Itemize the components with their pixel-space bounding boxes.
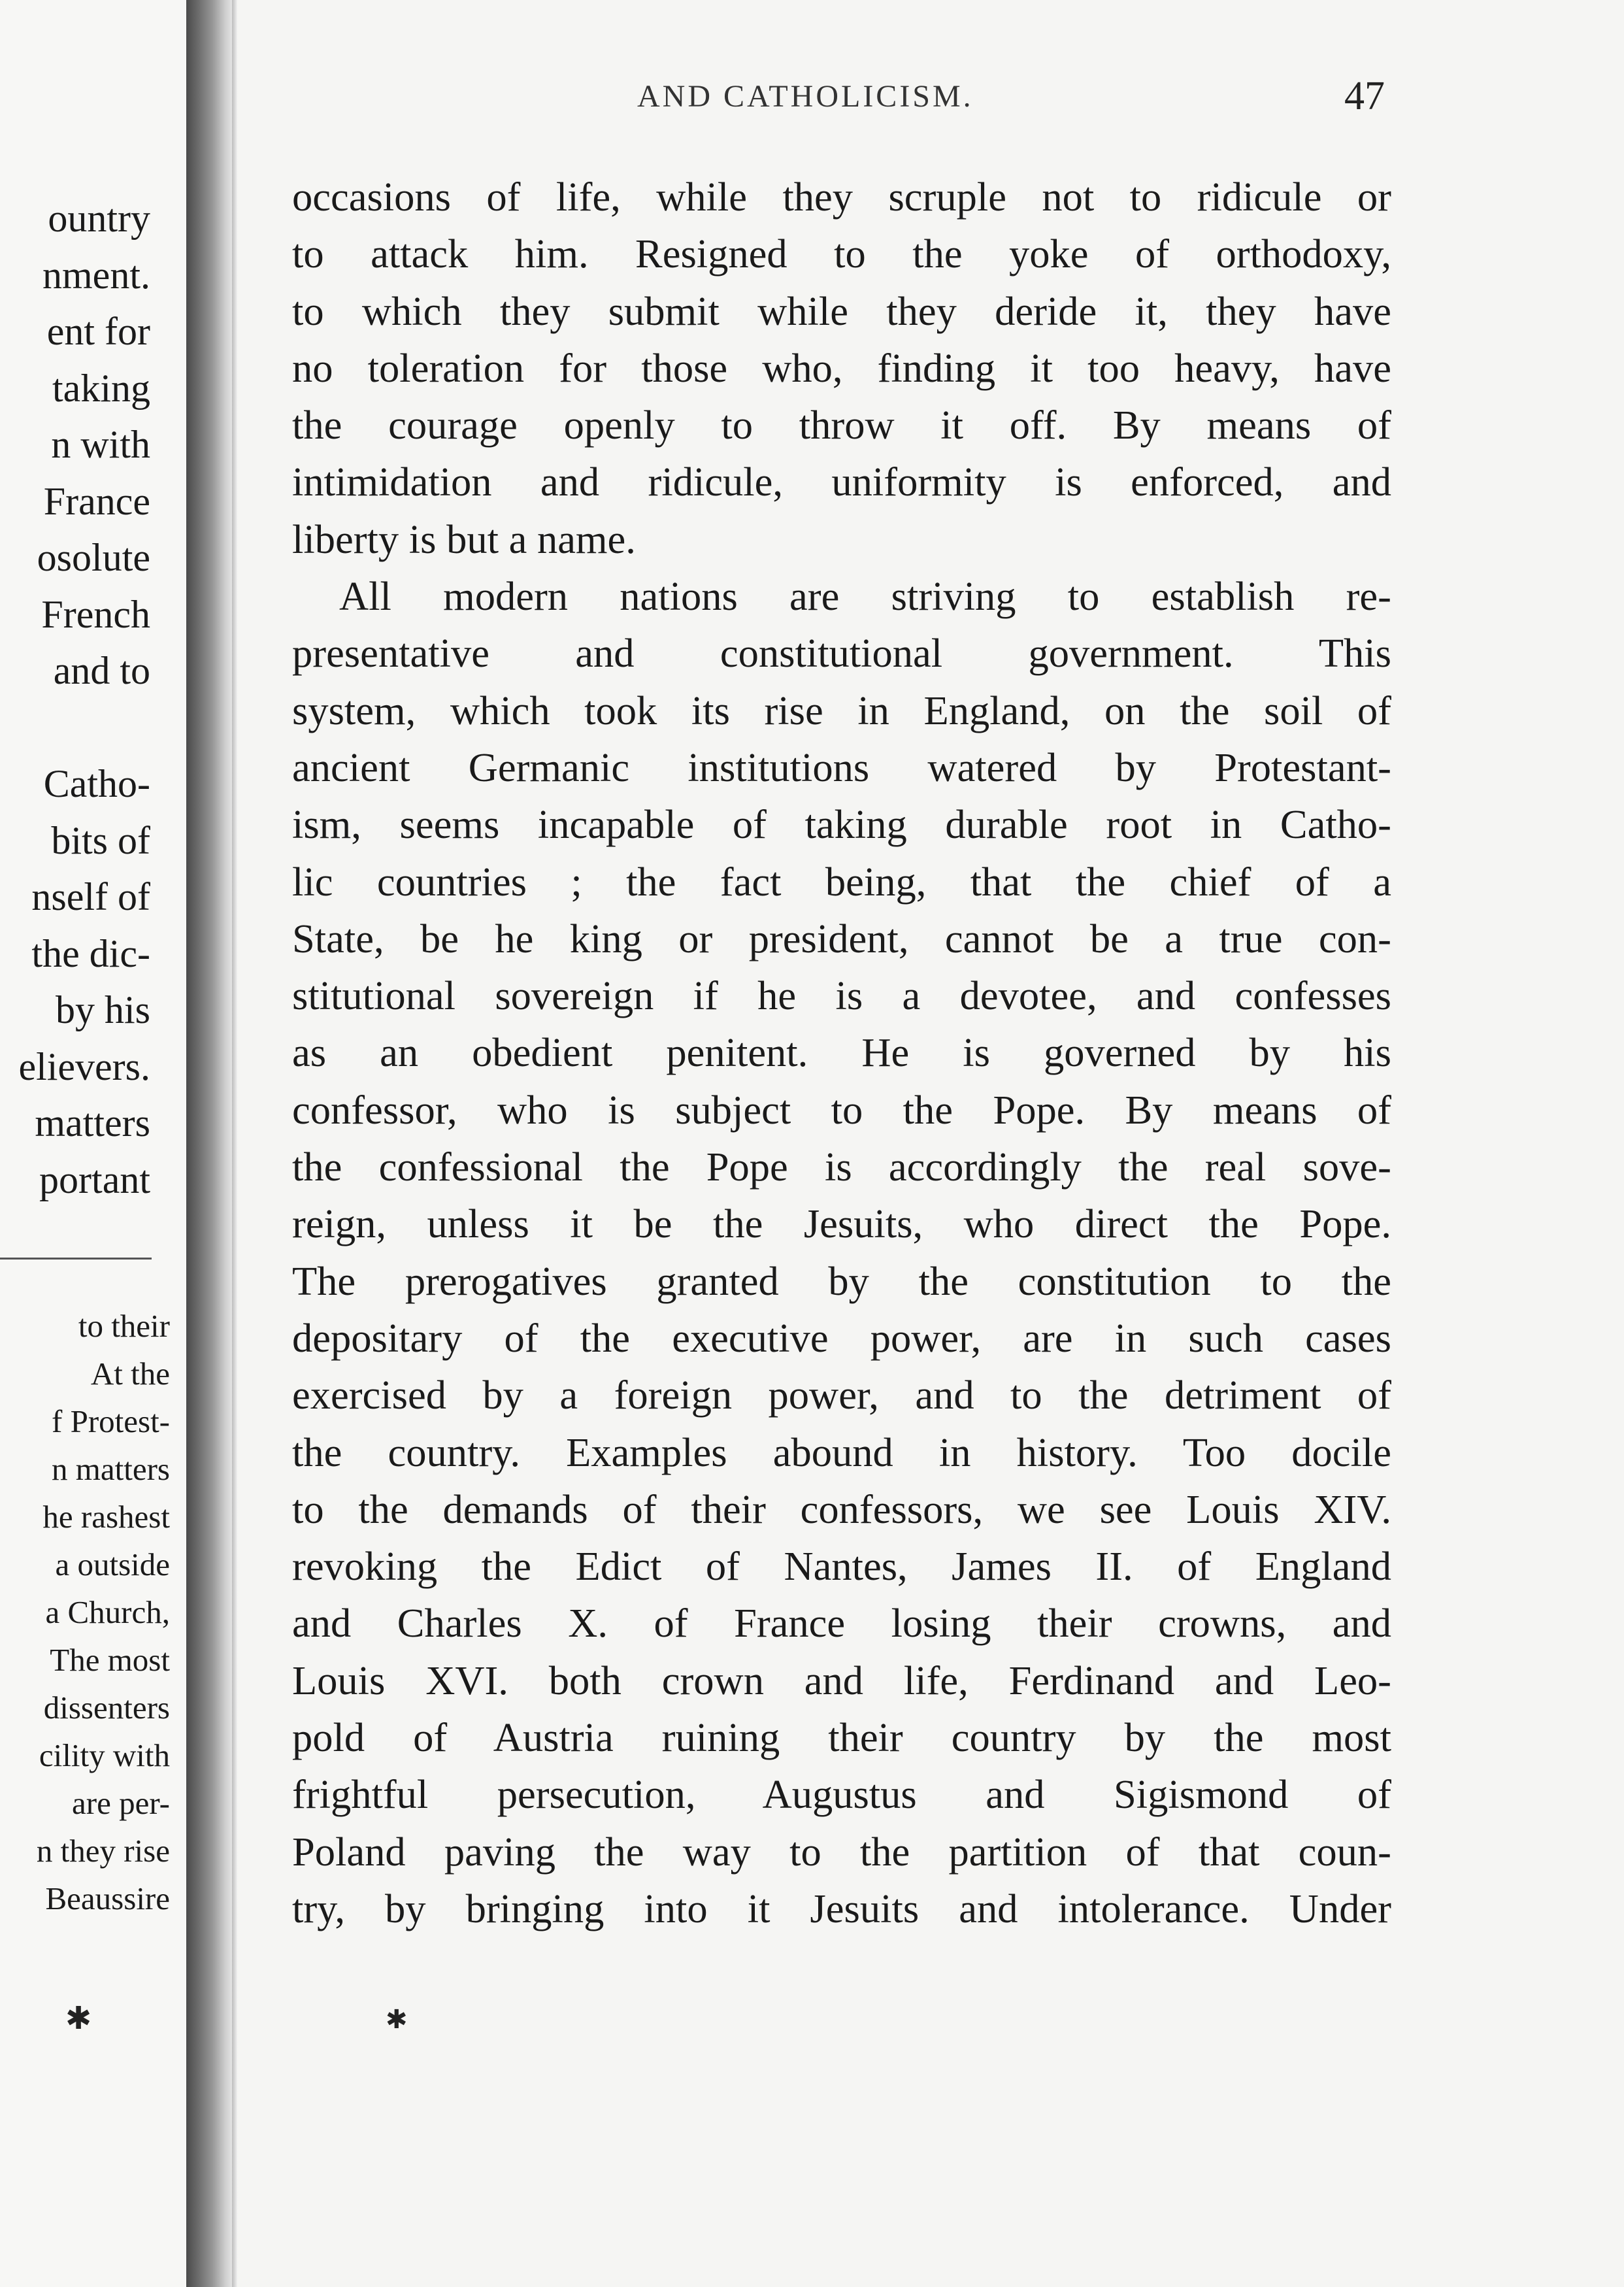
book-gutter-shadow [186, 0, 235, 2287]
facing-page-line: n with [51, 423, 150, 466]
ink-speck: ✱ [386, 2005, 408, 2034]
body-line: presentative and constitutional government. This [292, 630, 1391, 676]
body-line: Poland paving the way to the partition of that coun- [292, 1828, 1391, 1875]
body-line: liberty is but a name. [292, 516, 636, 562]
facing-page-line: portant [39, 1158, 150, 1201]
facing-page-line: osolute [37, 536, 150, 579]
body-line: to the demands of their confessors, we see Louis XIV. [292, 1486, 1391, 1532]
facing-page-footnote-line: he rashest [42, 1499, 170, 1535]
body-line: reign, unless it be the Jesuits, who direct the Pope. [292, 1201, 1391, 1247]
facing-page-footnote-line: n matters [52, 1451, 170, 1487]
facing-page-line: and to [53, 649, 150, 692]
facing-page-line: France [43, 479, 150, 523]
ink-speck: ✱ [65, 2001, 92, 2036]
body-line: to which they submit while they deride it, they have [292, 288, 1391, 334]
facing-page-line: matters [35, 1101, 150, 1144]
body-line: the confessional the Pope is accordingly the real sove- [292, 1144, 1391, 1190]
facing-page-footnote-line: f Protest- [52, 1403, 170, 1439]
facing-page-footnote-line: cility with [39, 1737, 170, 1773]
facing-page-line: nself of [31, 875, 150, 918]
body-line: depositary of the executive power, are in such cases [292, 1314, 1391, 1361]
facing-page-line: taking [52, 366, 150, 410]
body-line: revoking the Edict of Nantes, James II. of England [292, 1543, 1391, 1590]
facing-page-line: elievers. [18, 1044, 150, 1088]
facing-page-line: nment. [42, 253, 150, 297]
page-number: 47 [1344, 74, 1385, 118]
facing-page-line: ent for [46, 310, 150, 353]
body-line: and Charles X. of France losing their crowns, and [292, 1600, 1391, 1646]
facing-page-footnote-line: dissenters [43, 1690, 170, 1726]
facing-page-line: ountry [48, 197, 150, 240]
facing-page-line: Catho- [43, 762, 150, 805]
body-line: the courage openly to throw it off. By means of [292, 402, 1391, 448]
body-line: Louis XVI. both crown and life, Ferdinand and Leo- [292, 1657, 1391, 1703]
facing-page-footnote-line: n they rise [36, 1833, 170, 1869]
body-line: All modern nations are striving to establish re- [339, 573, 1391, 620]
body-line: no toleration for those who, finding it too heavy, have [292, 344, 1391, 391]
body-line: as an obedient penitent. He is governed by his [292, 1029, 1391, 1076]
body-line: The prerogatives granted by the constitution to the [292, 1258, 1391, 1304]
body-line: intimidation and ridicule, uniformity is enforced, and [292, 459, 1391, 505]
facing-page-line: the dic- [31, 931, 150, 975]
facing-page-line: by his [55, 988, 150, 1031]
facing-page-footnote-line: The most [50, 1642, 170, 1678]
body-line: to attack him. Resigned to the yoke of orthodoxy, [292, 231, 1391, 277]
body-line: pold of Austria ruining their country by the most [292, 1714, 1391, 1761]
body-line: ism, seems incapable of taking durable root in Catho- [292, 801, 1391, 848]
body-line: State, be he king or president, cannot be a true con- [292, 915, 1391, 961]
body-line: frightful persecution, Augustus and Sigismond of [292, 1771, 1391, 1818]
facing-page-footnote-line: a Church, [45, 1594, 170, 1630]
body-line: confessor, who is subject to the Pope. By means of [292, 1086, 1391, 1133]
body-line: try, by bringing into it Jesuits and intolerance. Under [292, 1885, 1391, 1931]
body-text [292, 169, 1391, 1937]
facing-page-fragment [0, 0, 190, 2287]
facing-page-line: French [41, 592, 150, 636]
facing-page-footnote-line: to their [78, 1308, 170, 1344]
facing-page-footnote-line: are per- [72, 1785, 170, 1821]
body-line: occasions of life, while they scruple not to ridicule or [292, 174, 1391, 220]
body-line: ancient Germanic institutions watered by Protestant- [292, 744, 1391, 790]
page-edge [232, 0, 237, 2287]
body-line: the country. Examples abound in history. Too docile [292, 1429, 1391, 1475]
facing-page-footnote-line: Beaussire [45, 1880, 170, 1916]
footnote-rule [0, 1258, 152, 1260]
body-line: lic countries ; the fact being, that the chief of a [292, 858, 1391, 905]
body-line: stitutional sovereign if he is a devotee, and confesses [292, 973, 1391, 1019]
facing-page-footnote-line: At the [90, 1356, 170, 1392]
running-head: AND CATHOLICISM. [637, 79, 974, 114]
body-line: system, which took its rise in England, on the soil of [292, 687, 1391, 733]
body-line: exercised by a foreign power, and to the detriment of [292, 1372, 1391, 1418]
facing-page-line: bits of [51, 818, 150, 862]
facing-page-footnote-line: a outside [55, 1546, 170, 1582]
